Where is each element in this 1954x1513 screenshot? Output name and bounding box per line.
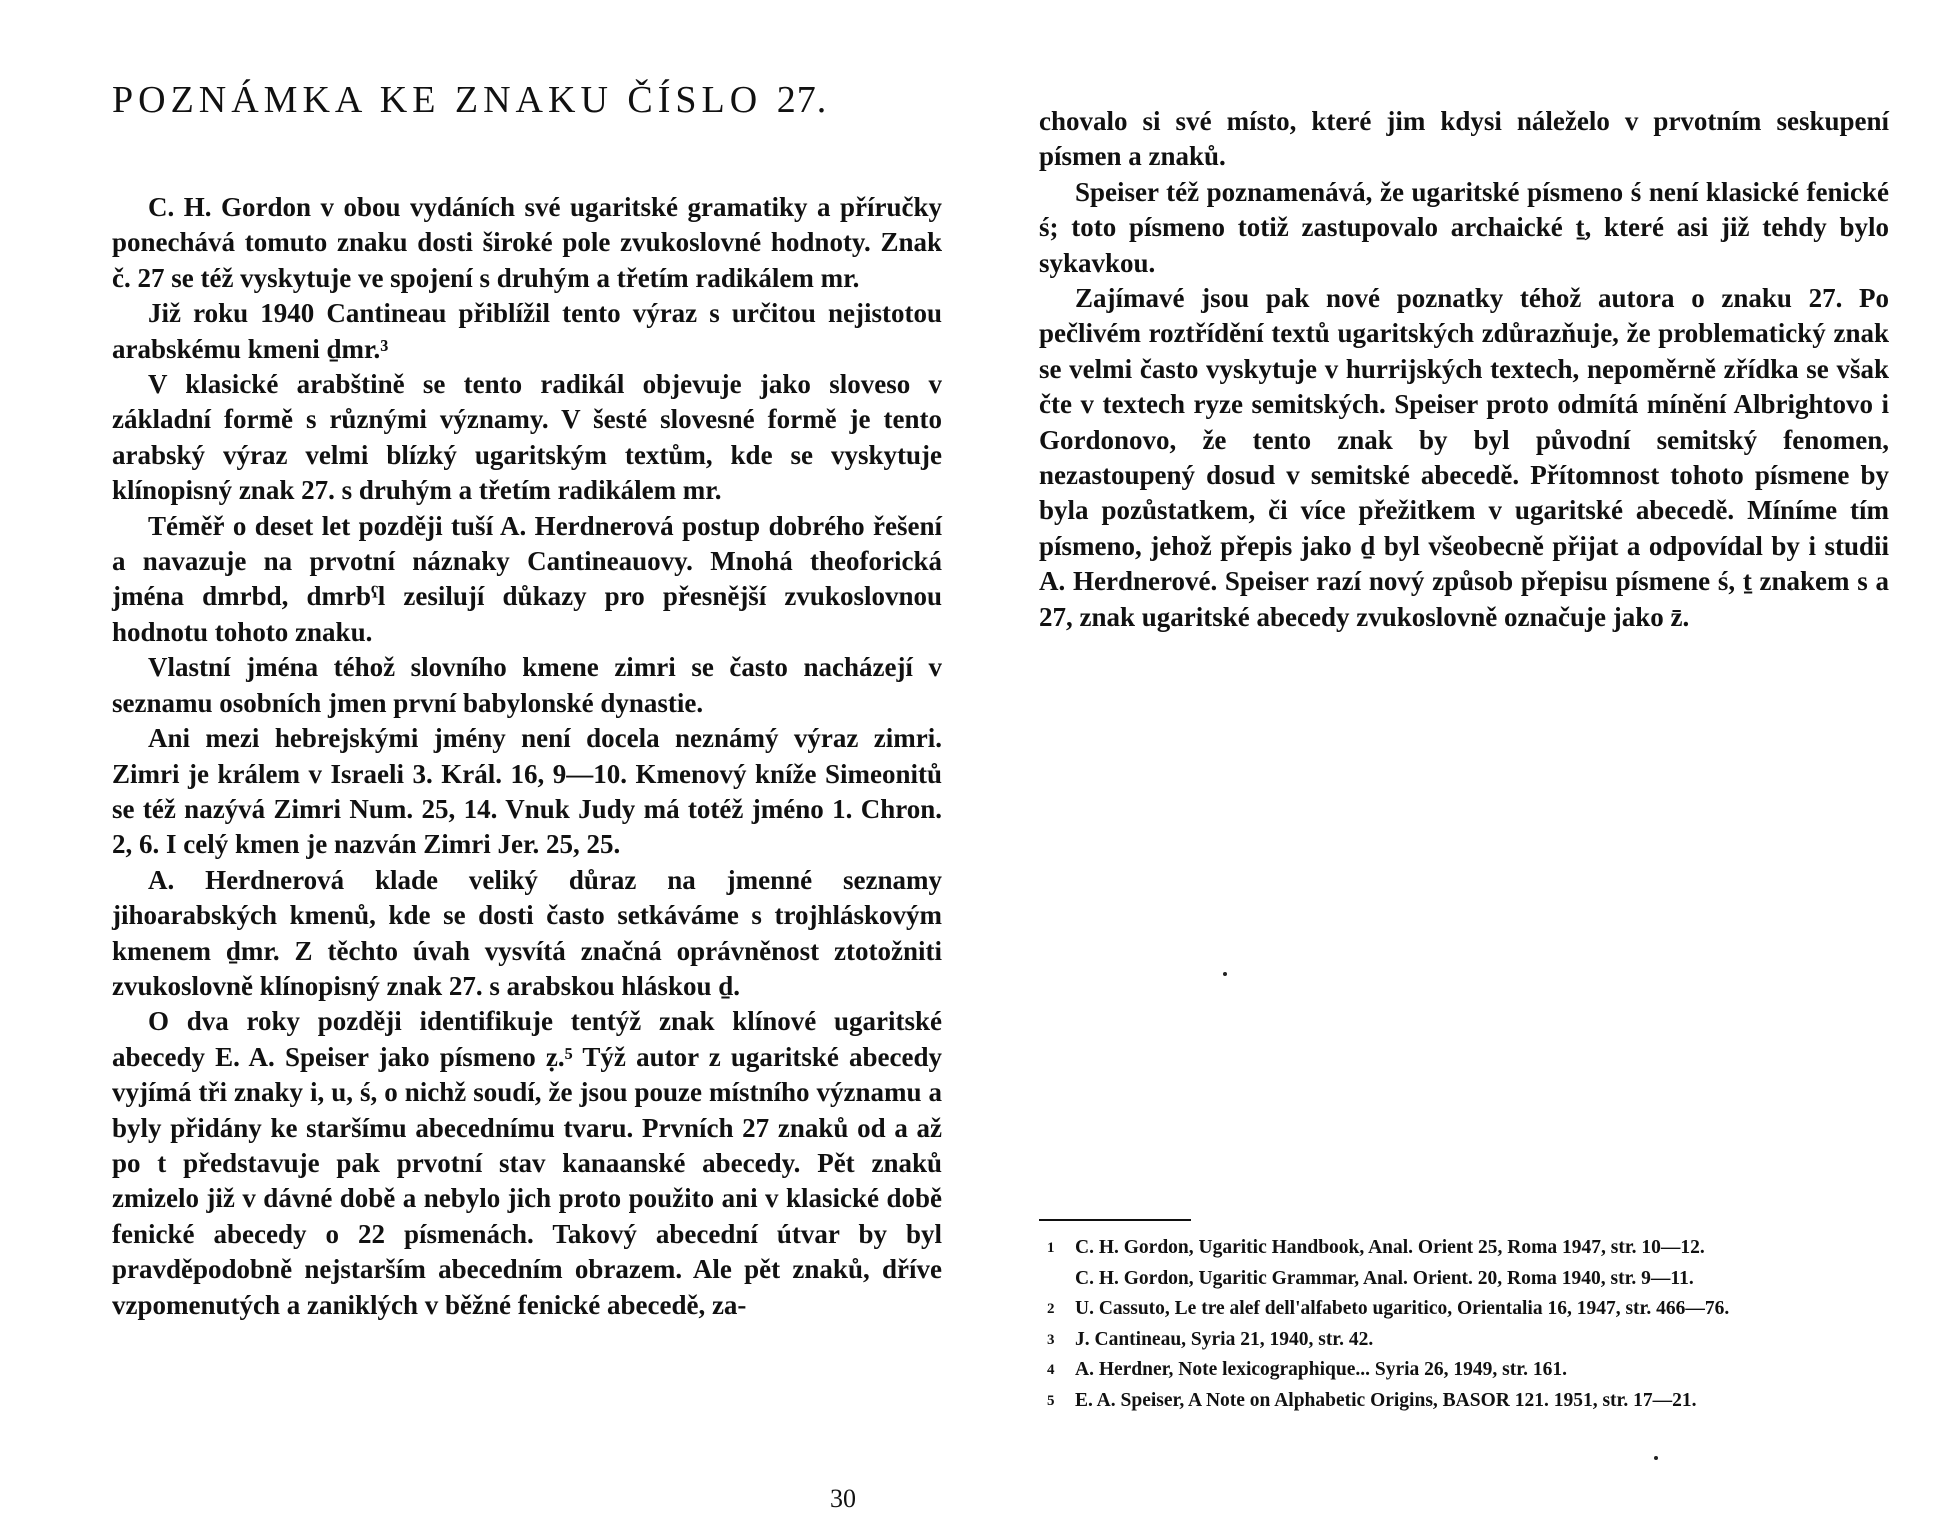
footnote-divider [1039, 1219, 1191, 1221]
footnote-text: C. H. Gordon, Ugaritic Grammar, Anal. Orient. 20, Roma 1940, str. 9—11. [1075, 1267, 1694, 1289]
footnote [1047, 1325, 1907, 1356]
chapter-heading-number: 27. [776, 79, 828, 121]
paragraph: Téměř o deset let později tuší A. Herdnerová postup dobrého řešení a navazuje na prvotní náznaky Cantineauovy. Mnohá theoforická jména dmrbd, dmrbˁl zesilují důkazy pro přesnější zvukoslovnou hodnotu tohoto znaku. [112, 510, 942, 647]
chapter-heading-text: POZNÁMKA KE ZNAKU ČÍSLO [112, 79, 763, 121]
footnote-text: E. A. Speiser, A Note on Alphabetic Origins, BASOR 121. 1951, str. 17—21. [1075, 1389, 1697, 1411]
chapter-heading [112, 78, 827, 122]
footnote-text: U. Cassuto, Le tre alef dell'alfabeto ugaritico, Orientalia 16, 1947, str. 466—76. [1075, 1298, 1730, 1319]
paragraph: A. Herdnerová klade veliký důraz na jmenné seznamy jihoarabských kmenů, kde se dosti často setkáváme s trojhláskovým kmenem ḏmr. Z těchto úvah vysvítá značná oprávněnost ztotožniti zvukoslovně klínopisný znak 27. s arabskou hláskou ḏ. [112, 864, 942, 1001]
paragraph: Ani mezi hebrejskými jmény není docela neznámý výraz zimri. Zimri je králem v Israeli 3. Král. 16, 9—10. Kmenový kníže Simeonitů se též nazývá Zimri Num. 25, 14. Vnuk Judy má totéž jméno 1. Chron. 2, 6. I celý kmen je nazván Zimri Jer. 25, 25. [112, 723, 942, 860]
speck [1223, 972, 1227, 976]
footnotes [1047, 1233, 1907, 1416]
footnote-mark: 2 [1047, 1301, 1055, 1317]
paragraph: Vlastní jména téhož slovního kmene zimri se často nacházejí v seznamu osobních jmen první babylonské dynastie. [112, 652, 942, 718]
footnote-mark: 4 [1047, 1362, 1055, 1378]
paragraph: Zajímavé jsou pak nové poznatky téhož autora o znaku 27. Po pečlivém roztřídění textů ugaritských zdůrazňuje, že problematický znak se velmi často vyskytuje v hurrijských textech, nepoměrně zřídka se však čte v textech ryze semitských. Speiser proto odmítá mínění Albrightovo i Gordonovo, že tento znak by byl původní semitský fenomen, nezastoupený dosud v semitské abecedě. Přítomnost tohoto písmene by byla pozůstatkem, či více přežitkem v ugaritské abecedě. Míníme tím písmeno, jehož přepis jako ḏ byl všeobecně přijat a odpovídal by i studii A. Herdnerové. Speiser razí nový způsob přepisu písmene ś, ṯ znakem s a 27, znak ugaritské abecedy zvukoslovně označuje jako z̄. [1039, 283, 1889, 632]
left-text-column [112, 190, 942, 1323]
footnote-mark: 1 [1047, 1240, 1055, 1256]
paragraph: C. H. Gordon v obou vydáních své ugaritské gramatiky a příručky ponechává tomuto znaku dosti široké pole zvukoslovné hodnoty. Znak č. 27 se též vyskytuje ve spojení s druhým a třetím radikálem mr. [112, 192, 942, 293]
paragraph: Speiser též poznamenává, že ugaritské písmeno ś není klasické fenické ś; toto písmeno totiž zastupovalo archaické ṯ, které asi již tehdy bylo sykavkou. [1039, 176, 1889, 278]
footnote-text: A. Herdner, Note lexicographique... Syria 26, 1949, str. 161. [1075, 1359, 1567, 1380]
footnote-text: J. Cantineau, Syria 21, 1940, str. 42. [1075, 1328, 1374, 1350]
paragraph: O dva roky později identifikuje tentýž znak klínové ugaritské abecedy E. A. Speiser jako písmeno ẓ.⁵ Týž autor z ugaritské abecedy vyjímá tři znaky i, u, ś, o nichž soudí, že jsou pouze místního významu a byly přidány ke staršímu abecednímu tvaru. Prvních 27 znaků od a až po t představuje pak prvotní stav kanaanské abecedy. Pět znaků zmizelo již v dávné době a nebylo jich proto použito ani v klasické době fenické abecedy o 22 písmenách. Takový abecední útvar by byl pravděpodobně nejstarším abecedním obrazem. Ale pět znaků, dříve vzpomenutých a zaniklých v běžné fenické abecedě, za- [112, 1006, 942, 1320]
footnote-mark: 3 [1047, 1331, 1055, 1348]
paragraph: V klasické arabštině se tento radikál objevuje jako sloveso v základní formě s různými významy. V šesté slovesné formě je tento arabský výraz velmi blízký ugaritským textům, kde se vyskytuje klínopisný znak 27. s druhým a třetím radikálem mr. [112, 369, 942, 506]
paragraph: Již roku 1940 Cantineau přiblížil tento výraz s určitou nejistotou arabskému kmeni ḏmr.³ [112, 298, 942, 364]
paragraph: chovalo si své místo, které jim kdysi náleželo v prvotním seskupení písmen a znaků. [1039, 106, 1889, 172]
footnote [1047, 1294, 1907, 1325]
footnote [1047, 1233, 1907, 1264]
footnote-mark: 5 [1047, 1392, 1055, 1409]
footnote [1047, 1386, 1907, 1417]
right-page [977, 0, 1954, 1500]
right-text-column [1039, 104, 1889, 635]
footnote [1047, 1264, 1907, 1295]
page-number: 30 [830, 1484, 856, 1513]
speck [1654, 1456, 1658, 1460]
footnote [1047, 1355, 1907, 1386]
footnote-text: C. H. Gordon, Ugaritic Handbook, Anal. Orient 25, Roma 1947, str. 10—12. [1075, 1237, 1705, 1258]
